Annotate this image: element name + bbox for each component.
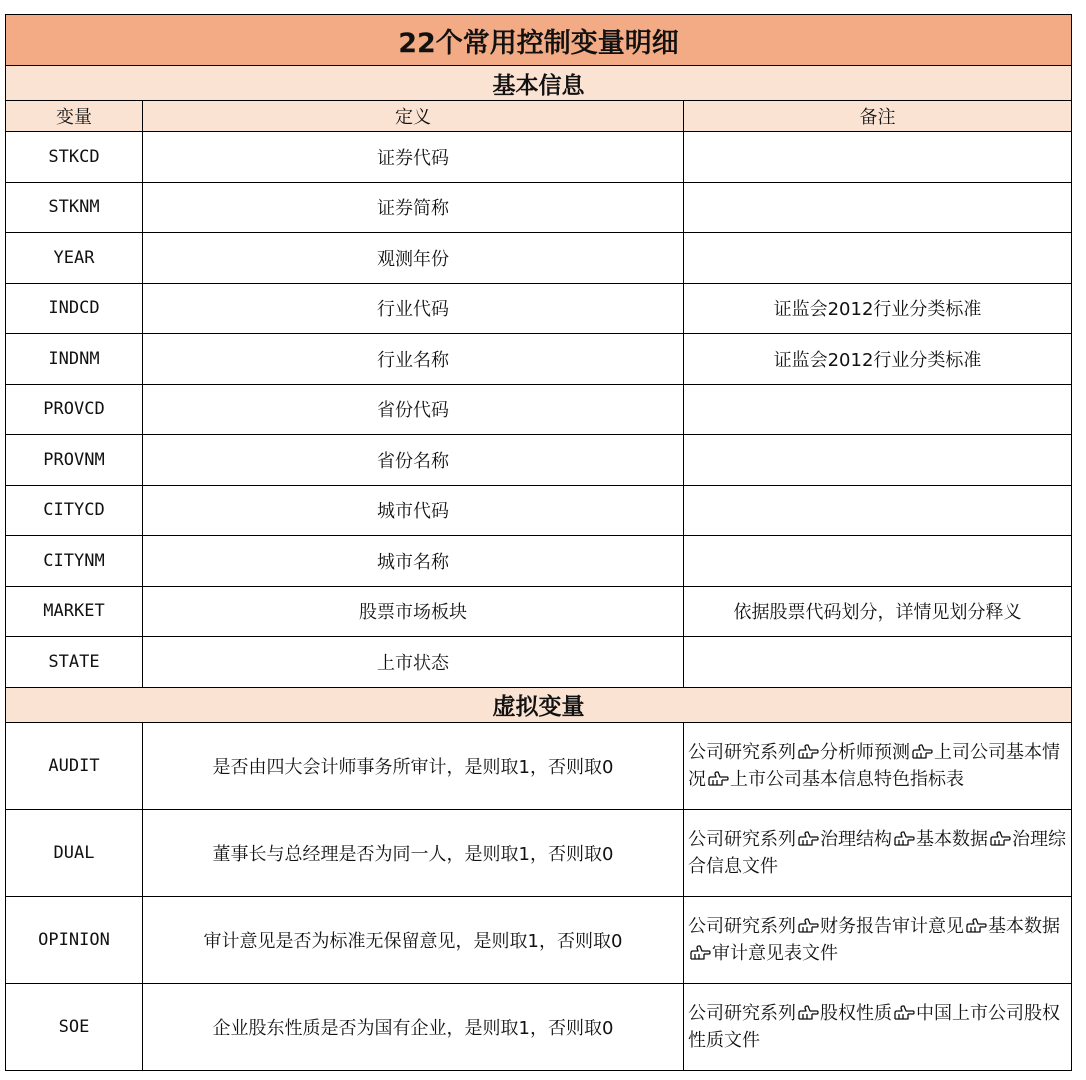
table-row (6, 722, 1072, 809)
table-row (6, 435, 1072, 486)
variable-definition: 城市名称 (143, 536, 684, 587)
pointing-hand-icon (797, 744, 819, 760)
table-body (6, 15, 1072, 1071)
table-row (6, 983, 1072, 1070)
variable-definition: 审计意见是否为标准无保留意见，是则取1，否则取0 (143, 896, 684, 983)
note-path-segment: 治理综合信息文件 (688, 828, 1066, 877)
variable-code: PROVNM (6, 435, 143, 486)
table-row (6, 233, 1072, 284)
pointing-hand-icon (797, 918, 819, 934)
variable-code: DUAL (6, 809, 143, 896)
table-row (6, 536, 1072, 587)
pointing-hand-icon (797, 831, 819, 847)
variable-note (684, 485, 1072, 536)
pointing-hand-icon (707, 771, 729, 787)
variable-code: YEAR (6, 233, 143, 284)
variable-definition: 证券代码 (143, 132, 684, 183)
variable-definition: 观测年份 (143, 233, 684, 284)
note-path-segment: 基本数据 (916, 828, 988, 850)
note-path-segment: 公司研究系列 (688, 741, 796, 763)
variable-note (684, 435, 1072, 486)
note-path-segment: 中国上市公司股权性质文件 (688, 1002, 1060, 1051)
note-path-segment: 公司研究系列 (688, 915, 796, 937)
table-row (6, 182, 1072, 233)
table-row (6, 132, 1072, 183)
variable-note (684, 536, 1072, 587)
note-path-segment: 公司研究系列 (688, 828, 796, 850)
pointing-hand-icon (911, 744, 933, 760)
variable-code: OPINION (6, 896, 143, 983)
table-title: 22个常用控制变量明细 (6, 15, 1072, 66)
table-row (6, 809, 1072, 896)
variable-note-path (684, 809, 1072, 896)
note-path-segment: 股权性质 (820, 1002, 892, 1024)
variable-definition: 行业代码 (143, 283, 684, 334)
pointing-hand-icon (689, 945, 711, 961)
variable-code: CITYNM (6, 536, 143, 587)
variable-code: AUDIT (6, 722, 143, 809)
variable-note (684, 384, 1072, 435)
table-row (6, 384, 1072, 435)
note-path-segment: 上市公司基本信息特色指标表 (730, 768, 964, 790)
variable-note (684, 132, 1072, 183)
variable-code: INDCD (6, 283, 143, 334)
variable-code: INDNM (6, 334, 143, 385)
variable-definition: 股票市场板块 (143, 586, 684, 637)
table-row (6, 485, 1072, 536)
section-title-dummy: 虚拟变量 (6, 687, 1072, 722)
table-row (6, 586, 1072, 637)
pointing-hand-icon (989, 831, 1011, 847)
variable-definition: 省份代码 (143, 384, 684, 435)
variable-code: STATE (6, 637, 143, 688)
variable-code: MARKET (6, 586, 143, 637)
table-row (6, 896, 1072, 983)
variable-code: SOE (6, 983, 143, 1070)
pointing-hand-icon (965, 918, 987, 934)
section-title-basic: 基本信息 (6, 66, 1072, 101)
note-path-segment: 公司研究系列 (688, 1002, 796, 1024)
variable-note (684, 182, 1072, 233)
header-definition: 定义 (143, 101, 684, 132)
section-row-dummy (6, 687, 1072, 722)
variable-code: STKNM (6, 182, 143, 233)
header-row (6, 101, 1072, 132)
note-path-segment: 治理结构 (820, 828, 892, 850)
variable-note: 依据股票代码划分，详情见划分释义 (684, 586, 1072, 637)
variable-note: 证监会2012行业分类标准 (684, 283, 1072, 334)
variable-code: PROVCD (6, 384, 143, 435)
variable-code: STKCD (6, 132, 143, 183)
note-path-segment: 财务报告审计意见 (820, 915, 964, 937)
note-path-segment: 基本数据 (988, 915, 1060, 937)
section-row-basic (6, 66, 1072, 101)
variable-note (684, 233, 1072, 284)
variable-definition: 省份名称 (143, 435, 684, 486)
note-path-segment: 审计意见表文件 (712, 942, 838, 964)
header-variable: 变量 (6, 101, 143, 132)
pointing-hand-icon (893, 831, 915, 847)
note-path-segment: 上司公司基本情况 (688, 741, 1060, 790)
variable-note (684, 637, 1072, 688)
variable-definition: 城市代码 (143, 485, 684, 536)
table-row (6, 637, 1072, 688)
control-variables-table (5, 14, 1072, 1071)
title-row (6, 15, 1072, 66)
variable-note-path (684, 722, 1072, 809)
header-note: 备注 (684, 101, 1072, 132)
table-row (6, 283, 1072, 334)
pointing-hand-icon (893, 1005, 915, 1021)
variable-definition: 是否由四大会计师事务所审计，是则取1，否则取0 (143, 722, 684, 809)
variable-note: 证监会2012行业分类标准 (684, 334, 1072, 385)
variable-definition: 证券简称 (143, 182, 684, 233)
variable-code: CITYCD (6, 485, 143, 536)
table-row (6, 334, 1072, 385)
variable-definition: 董事长与总经理是否为同一人，是则取1，否则取0 (143, 809, 684, 896)
variable-note-path (684, 983, 1072, 1070)
pointing-hand-icon (797, 1005, 819, 1021)
variable-definition: 上市状态 (143, 637, 684, 688)
variable-note-path (684, 896, 1072, 983)
note-path-segment: 分析师预测 (820, 741, 910, 763)
variable-definition: 行业名称 (143, 334, 684, 385)
variable-definition: 企业股东性质是否为国有企业，是则取1，否则取0 (143, 983, 684, 1070)
